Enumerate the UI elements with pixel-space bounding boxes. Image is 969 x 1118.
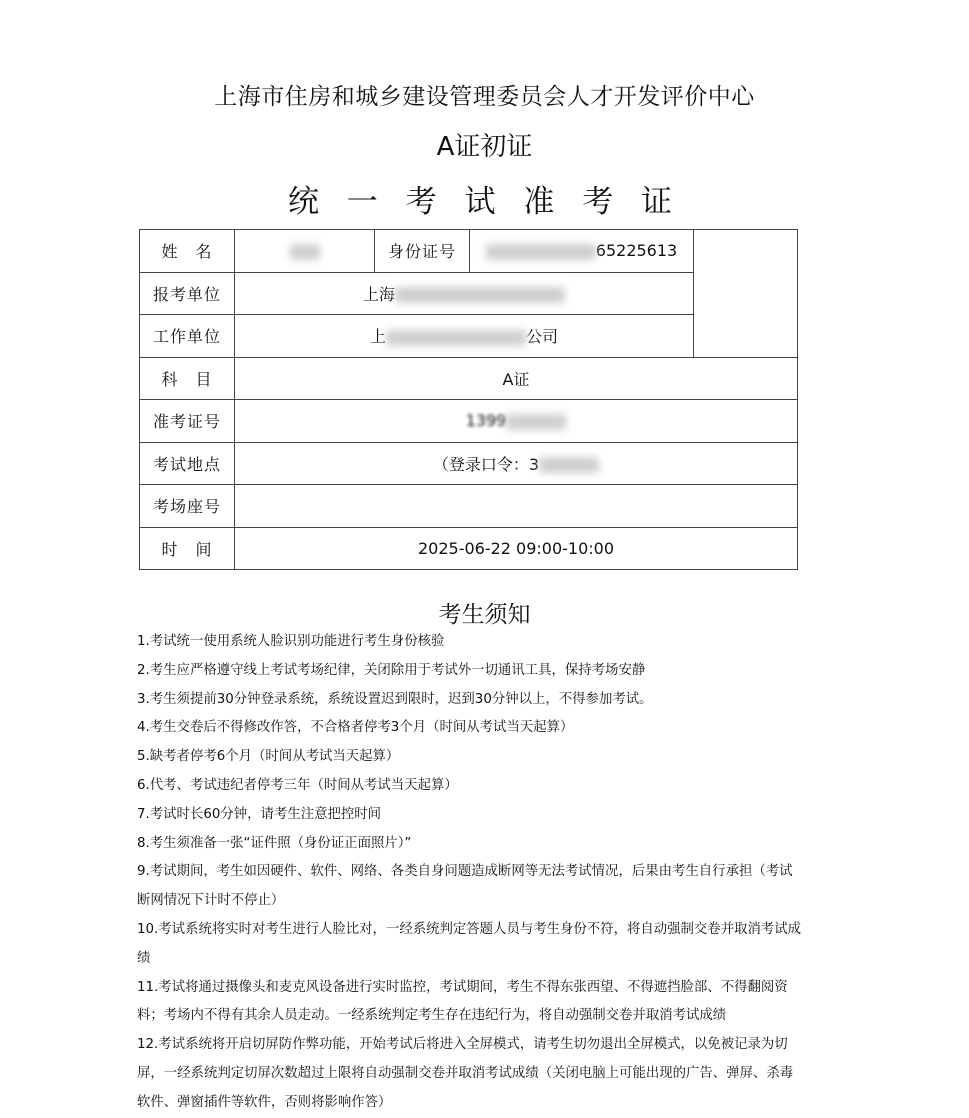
list-item: 5.缺考者停考6个月（时间从考试当天起算） <box>137 749 400 765</box>
time-value: 2025-06-22 09:00-10:00 <box>235 527 798 570</box>
list-item: 4.考生交卷后不得修改作答，不合格者停考3个月（时间从考试当天起算） <box>137 720 574 736</box>
admission-info-table <box>139 229 798 570</box>
list-item: 1.考试统一使用系统人脸识别功能进行考生身份核验 <box>137 634 445 649</box>
apply-unit-value: 上海 <box>235 272 694 315</box>
subject-label: 科 目 <box>140 357 235 400</box>
table-row <box>140 485 798 528</box>
table-row <box>140 527 798 570</box>
notice-title: 考生须知 <box>438 602 531 628</box>
list-item: 8.考生须准备一张“证件照（身份证正面照片）” <box>137 835 412 851</box>
redacted-id <box>486 244 596 260</box>
work-unit-label: 工作单位 <box>140 315 235 358</box>
table-row <box>140 400 798 443</box>
list-item: 3.考生须提前30分钟登录系统，系统设置迟到限时，迟到30分钟以上，不得参加考试。 <box>137 691 653 707</box>
ticket-number-label: 准考证号 <box>140 400 235 443</box>
organization-name: 上海市住房和城乡建设管理委员会人才开发评价中心 <box>214 84 755 110</box>
time-label: 时 间 <box>140 527 235 570</box>
table-row <box>140 230 798 273</box>
list-item: 6.代考、考试违纪者停考三年（时间从考试当天起算） <box>137 777 458 793</box>
name-value <box>235 230 375 273</box>
redacted-apply-unit <box>395 287 565 303</box>
redacted-ticket-number <box>506 414 566 430</box>
id-number-value: 65225613 <box>470 230 694 273</box>
redacted-name <box>290 244 320 260</box>
name-label: 姓 名 <box>140 230 235 273</box>
list-item: 12.考试系统将开启切屏防作弊功能，开始考试后将进入全屏模式，请考生切勿退出全屏模式，以免被记录为切屏，一经系统判定切屏次数超过上限将自动强制交卷并取消考试成绩（关闭电脑上可能出现的广告、弹屏、杀毒软件、弹窗插件等软件，否则将影响作答） <box>137 1037 794 1110</box>
list-item: 7.考试时长60分钟，请考生注意把控时间 <box>137 806 382 822</box>
subject-value: A证 <box>235 357 798 400</box>
exam-site-label: 考试地点 <box>140 442 235 485</box>
exam-site-value: （登录口令：3 <box>235 442 798 485</box>
list-item: 9.考试期间，考生如因硬件、软件、网络、各类自身问题造成断网等无法考试情况，后果由考生自行承担（考试断网情况下计时不停止） <box>137 864 793 909</box>
document-title: 统 一 考 试 准 考 证 <box>287 184 682 220</box>
seat-number-label: 考场座号 <box>140 485 235 528</box>
seat-number-value <box>235 485 798 528</box>
certificate-type: A证初证 <box>436 132 533 162</box>
photo-cell <box>694 230 798 358</box>
redacted-work-unit <box>386 330 526 346</box>
apply-unit-label: 报考单位 <box>140 272 235 315</box>
list-item: 2.考生应严格遵守线上考试考场纪律，关闭除用于考试外一切通讯工具，保持考场安静 <box>137 662 646 678</box>
notice-list <box>137 628 802 1118</box>
work-unit-value: 上 公司 <box>235 315 694 358</box>
table-row <box>140 357 798 400</box>
ticket-number-value: 1399 <box>235 400 798 443</box>
list-item: 10.考试系统将实时对考生进行人脸比对，一经系统判定答题人员与考生身份不符，将自动强制交卷并取消考试成绩 <box>137 921 802 966</box>
list-item: 11.考试将通过摄像头和麦克风设备进行实时监控，考试期间，考生不得东张西望、不得遮挡脸部、不得翻阅资料；考场内不得有其余人员走动。一经系统判定考生存在违纪行为，将自动强制交卷并取消考试成绩 <box>137 979 788 1024</box>
redacted-login-code <box>539 457 599 473</box>
table-row <box>140 442 798 485</box>
id-number-label: 身份证号 <box>375 230 470 273</box>
